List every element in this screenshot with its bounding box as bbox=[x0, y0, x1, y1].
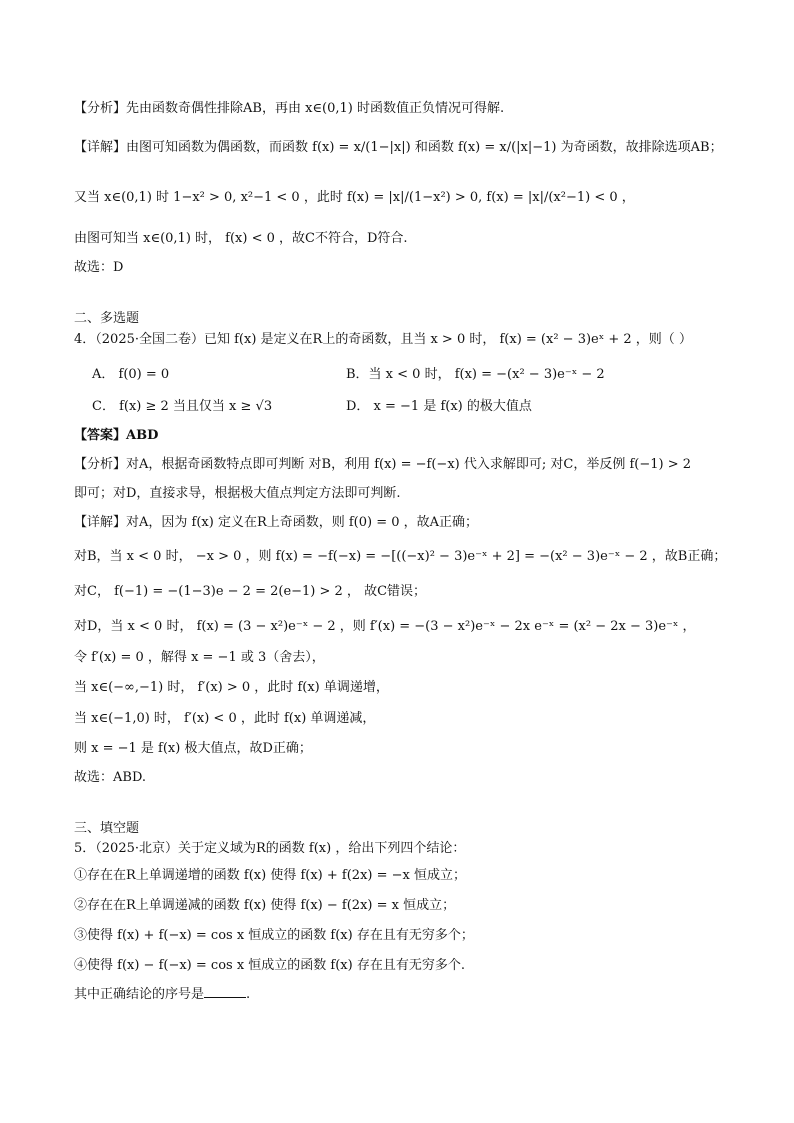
q4-analysis-1: 【分析】对A，根据奇函数特点即可判断 对B，利用 f(x) = −f(−x) 代入求解即可; 对C，举反例 f(−1) > 2 bbox=[74, 457, 691, 472]
q5-statement-2: ②存在在R上单调递减的函数 f(x) 使得 f(x) − f(2x) = x 恒成立； bbox=[74, 898, 456, 913]
q5-stem: 5．（2025·北京）关于定义域为R的函数 f(x) ，给出下列四个结论： bbox=[74, 841, 466, 856]
q4-option-a: A． f(0) = 0 bbox=[92, 367, 170, 382]
q4-detail-7: 当 x∈(−1,0) 时， f′(x) < 0 ，此时 f(x) 单调递减， bbox=[74, 711, 376, 726]
q4-detail-6: 当 x∈(−∞,−1) 时， f′(x) > 0 ，此时 f(x) 单调递增， bbox=[74, 680, 389, 695]
q3-detail-2: 又当 x∈(0,1) 时 1−x² > 0, x²−1 < 0 ，此时 f(x) = |x|/(1−x²) > 0, f(x) = |x|/(x²−1) < 0 ， bbox=[74, 190, 635, 205]
q5-statement-1: ①存在在R上单调递增的函数 f(x) 使得 f(x) + f(2x) = −x 恒成立； bbox=[74, 868, 466, 883]
q5-question-text: 其中正确结论的序号是 bbox=[74, 987, 205, 1002]
q3-detail-1: 【详解】由图可知函数为偶函数，而函数 f(x) = x/(1−|x|) 和函数 f(x) = x/(|x|−1) 为奇函数，故排除选项AB； bbox=[74, 140, 723, 155]
q4-detail-8: 则 x = −1 是 f(x) 极大值点，故D正确； bbox=[74, 741, 312, 756]
q4-option-b: B．当 x < 0 时， f(x) = −(x² − 3)e⁻ˣ − 2 bbox=[346, 367, 605, 382]
q4-stem: 4．（2025·全国二卷）已知 f(x) 是定义在R上的奇函数，且当 x > 0 时， f(x) = (x² − 3)eˣ + 2 ，则（ ） bbox=[74, 332, 692, 347]
answer-blank[interactable] bbox=[204, 985, 246, 998]
q4-detail-5: 令 f′(x) = 0 ，解得 x = −1 或 3（舍去）， bbox=[74, 650, 325, 665]
q4-option-d: D． x = −1 是 f(x) 的极大值点 bbox=[346, 399, 532, 414]
q3-detail-3: 由图可知当 x∈(0,1) 时， f(x) < 0 ，故C不符合，D符合. bbox=[74, 231, 408, 246]
q3-answer: 故选：D bbox=[74, 260, 124, 275]
q4-answer: 【答案】ABD bbox=[74, 428, 159, 443]
q4-analysis-2: 即可；对D，直接求导，根据极大值点判定方法即可判断. bbox=[74, 486, 401, 501]
q5-question bbox=[74, 984, 734, 1006]
q4-detail-1: 【详解】对A，因为 f(x) 定义在R上奇函数，则 f(0) = 0 ，故A正确； bbox=[74, 515, 479, 530]
q4-option-c: C． f(x) ≥ 2 当且仅当 x ≥ √3 bbox=[92, 399, 273, 414]
q5-statement-3: ③使得 f(x) + f(−x) = cos x 恒成立的函数 f(x) 存在且有无穷多个； bbox=[74, 928, 474, 943]
q4-answer-2: 故选：ABD. bbox=[74, 770, 147, 785]
q5-statement-4: ④使得 f(x) − f(−x) = cos x 恒成立的函数 f(x) 存在且有无穷多个. bbox=[74, 958, 465, 973]
q3-analysis: 【分析】先由函数奇偶性排除AB，再由 x∈(0,1) 时函数值正负情况可得解. bbox=[74, 101, 505, 116]
q4-detail-3: 对C， f(−1) = −(1−3)e − 2 = 2(e−1) > 2 ， 故C错误； bbox=[74, 584, 427, 599]
q4-detail-2: 对B，当 x < 0 时， −x > 0 ，则 f(x) = −f(−x) = −[((−x)² − 3)e⁻ˣ + 2] = −(x² − 3)e⁻ˣ − 2 ，故B正确； bbox=[74, 549, 727, 564]
section-title-multiple-choice: 二、多选题 bbox=[74, 311, 140, 326]
q4-detail-4: 对D，当 x < 0 时， f(x) = (3 − x²)e⁻ˣ − 2 ，则 f′(x) = −(3 − x²)e⁻ˣ − 2x e⁻ˣ = (x² − 2x − 3)e⁻ˣ ， bbox=[74, 619, 696, 634]
section-title-fill-blank: 三、填空题 bbox=[74, 821, 140, 836]
q5-question-end: . bbox=[246, 987, 251, 1002]
